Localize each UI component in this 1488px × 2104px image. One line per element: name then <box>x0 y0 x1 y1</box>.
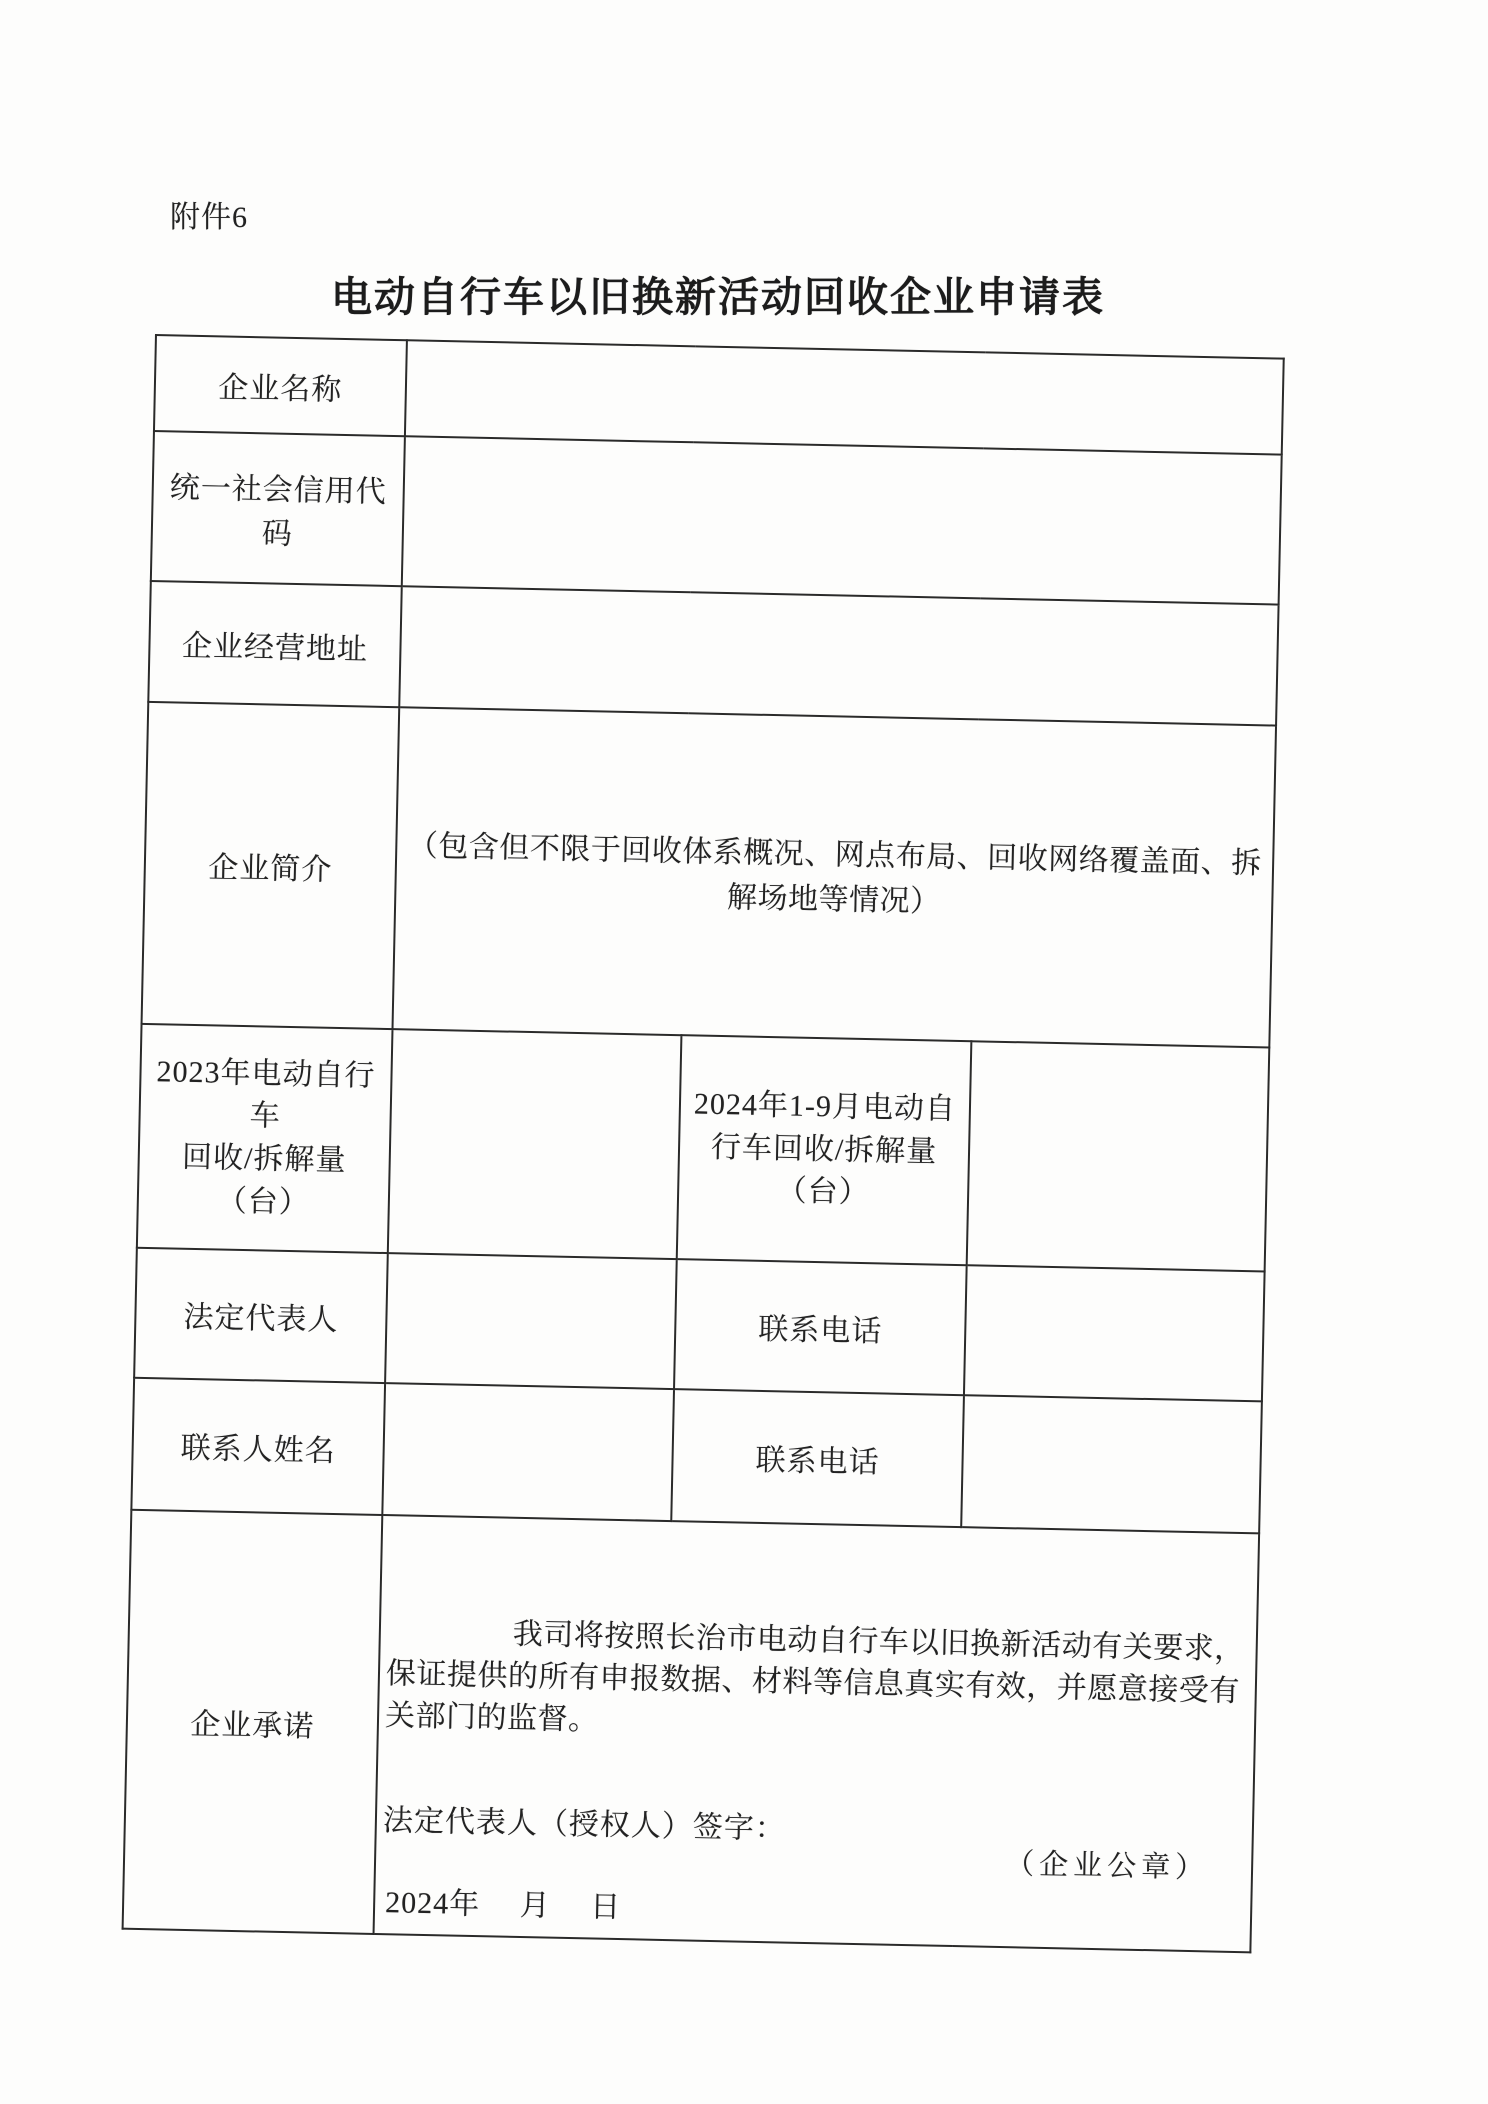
attachment-label: 附件6 <box>170 201 248 234</box>
recycle-2023-value-cell <box>388 1029 682 1259</box>
promise-content-cell <box>374 1515 1260 1952</box>
promise-label: 企业承诺 <box>123 1510 383 1934</box>
row-profile <box>142 702 1277 1048</box>
company-name-value-cell <box>405 340 1284 454</box>
row-promise <box>123 1510 1260 1953</box>
profile-note-cell: （包含但不限于回收体系概况、网点布局、回收网络覆盖面、拆 解场地等情况） <box>392 707 1276 1047</box>
address-value-cell <box>399 586 1278 725</box>
promise-statement: 我司将按照长治市电动自行车以旧换新活动有关要求，保证提供的所有申报数据、材料等信息真实有效，并愿意接受有关部门的监督。 <box>384 1617 1246 1737</box>
legal-rep-value-cell <box>385 1253 677 1389</box>
contact-phone-value-cell <box>961 1395 1262 1533</box>
contact-phone-label: 联系电话 <box>671 1389 964 1527</box>
row-address <box>148 581 1278 726</box>
contact-name-label: 联系人姓名 <box>131 1378 385 1515</box>
credit-code-label: 统一社会信用代码 <box>151 431 405 586</box>
row-credit-code <box>151 431 1282 605</box>
application-table-wrapper <box>122 334 1283 1953</box>
recycle-2023-label: 2023年电动自行车 回收/拆解量 （台） <box>137 1024 393 1253</box>
address-label: 企业经营地址 <box>148 581 401 707</box>
page-title: 电动自行车以旧换新活动回收企业申请表 <box>331 274 1105 320</box>
legal-rep-phone-label: 联系电话 <box>674 1259 967 1395</box>
company-name-label: 企业名称 <box>154 335 407 436</box>
row-contact <box>131 1378 1262 1534</box>
contact-name-value-cell <box>382 1383 674 1521</box>
credit-code-value-cell <box>402 436 1282 604</box>
recycle-2024-value-cell <box>967 1041 1270 1271</box>
application-table <box>122 334 1285 1953</box>
recycle-2024-label: 2024年1-9月电动自 行车回收/拆解量 （台） <box>677 1035 972 1265</box>
company-seal-placeholder: （企业公章） <box>1004 1848 1210 1885</box>
row-legal-rep <box>134 1248 1265 1402</box>
signature-label: 法定代表人（授权人）签字： <box>382 1803 787 1846</box>
date-line: 2024年 月 日 <box>384 1886 622 1925</box>
row-recycle-volume <box>137 1024 1269 1272</box>
legal-rep-label: 法定代表人 <box>134 1248 388 1383</box>
legal-rep-phone-value-cell <box>964 1265 1265 1401</box>
profile-label: 企业简介 <box>142 702 400 1029</box>
